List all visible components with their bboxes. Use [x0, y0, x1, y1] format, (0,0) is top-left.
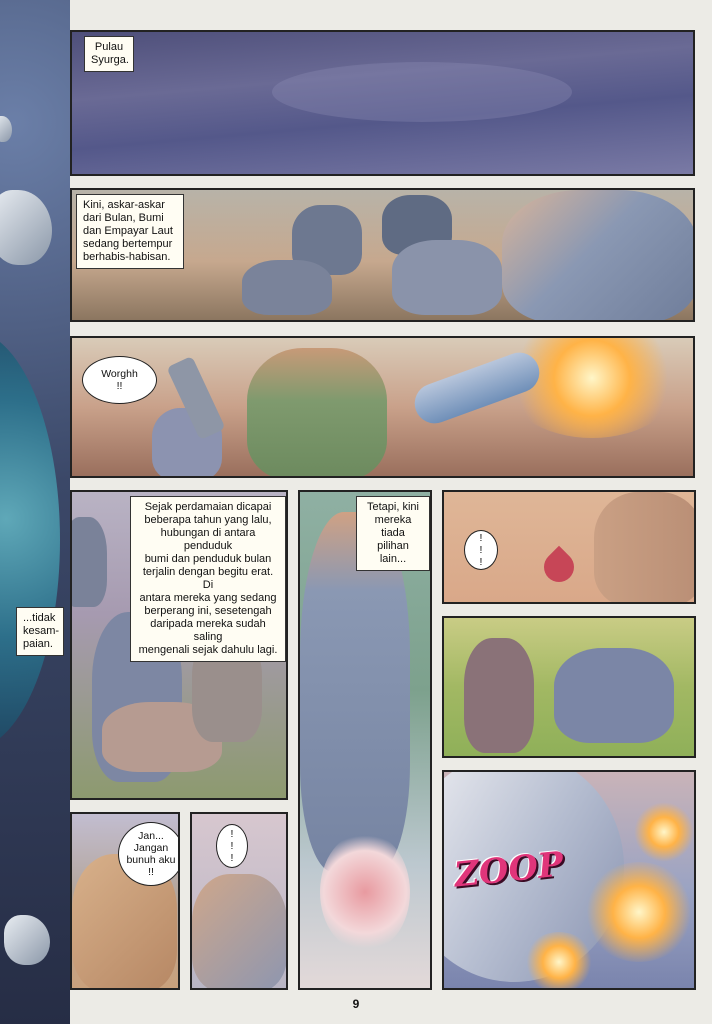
page-number: 9: [352, 997, 360, 1011]
caption-no-choice: Tetapi, kini mereka tiada pilihan lain...: [356, 496, 430, 571]
panel-stunned: [190, 812, 288, 990]
panel-no-choice: [298, 490, 432, 990]
panel-spaceship-zoop: [442, 770, 696, 990]
explosion: [584, 862, 694, 962]
speech-bubble-exclaim: ! ! !: [216, 824, 248, 868]
speech-bubble-plea: Jan... Jangan bunuh aku !!: [118, 822, 180, 886]
spaceship: [0, 116, 12, 142]
soldier: [392, 240, 502, 315]
warrior: [247, 348, 387, 478]
planet: [0, 330, 60, 750]
explosion: [524, 932, 594, 990]
panel-old-friends: [70, 490, 288, 800]
sound-effect-zoop: ZOOP: [452, 844, 566, 896]
soldier-face-closeup: [502, 190, 695, 322]
caption-margin: ...tidak kesam- paian.: [16, 607, 64, 656]
panel-kick: [442, 616, 696, 758]
spaceship: [0, 190, 52, 265]
spaceship: [4, 915, 50, 965]
caption-battle: Kini, askar-askar dari Bulan, Bumi dan Empayar Laut sedang bertempur berhabis-habisan.: [76, 194, 184, 269]
panel-face-closeup: [442, 490, 696, 604]
soldier-face: [594, 492, 696, 604]
speech-bubble-exclaim: ! ! !: [464, 530, 498, 570]
space-background: [0, 0, 70, 1024]
falling-soldier: [464, 638, 534, 753]
speech-bubble-worghh: Worghh !!: [82, 356, 157, 404]
panel-soldiers-charge: [70, 188, 695, 322]
soldier: [242, 260, 332, 315]
panel-warrior-guns: [70, 336, 695, 478]
blood-drop: [538, 546, 580, 588]
panel-sky: [70, 30, 695, 176]
blood-splash: [320, 832, 410, 952]
soldier: [70, 517, 107, 607]
kicking-soldier: [554, 648, 674, 743]
explosion: [634, 802, 694, 862]
caption-location: Pulau Syurga.: [84, 36, 134, 72]
soldier-face: [192, 874, 287, 990]
panel-pleading: [70, 812, 180, 990]
caption-history: Sejak perdamaian dicapai beberapa tahun yang lalu, hubungan di antara penduduk bumi dan penduduk bulan terjalin dengan begitu erat. Di antara mereka yang sedang berperang ini, sesetengah daripada mereka sudah saling mengenali sejak dahulu lagi.: [130, 496, 286, 662]
